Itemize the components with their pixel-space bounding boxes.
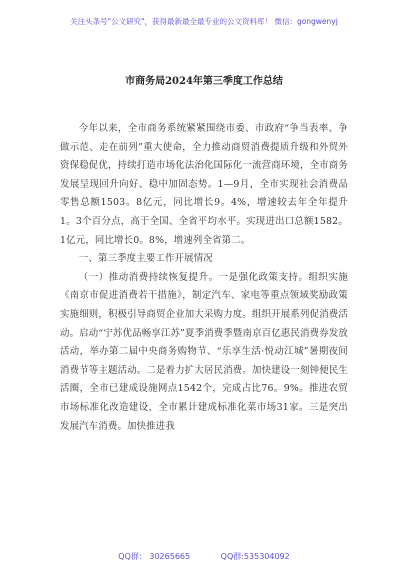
section-heading: 一、第三季度主要工作开展情况: [78, 253, 213, 265]
header-banner: 关注头条号"公文研究"，获得最新最全最专业的公文资料库！ 微信：gongwenyj: [70, 17, 338, 26]
document-title: 市商务局2024年第三季度工作总结: [125, 76, 283, 87]
intro-paragraph: 今年以来，全市商务系统紧紧围绕市委、市政府“争当表率、争做示范、走在前列”重大使命，全力推动商贸消费提质升级和外贸外资保稳促优，持续打造市场化法治化国际化一流营商环境，全市商务发展呈现回升向好、稳中加固态势。1—9月，全市实现社会消费品零售总额1503。8亿元，同比增长9。4%，增速较去年全年提升1。3个百分点，高于全国、全省平均水平。实现进出口总额1582。1亿元，同比增长0。8%，增速列全省第二。: [60, 123, 348, 246]
qq-group-1: QQ群： 30265665: [118, 552, 191, 561]
qq-group-2: QQ群:535304092: [220, 552, 290, 561]
document-body: [60, 120, 348, 436]
footer-contacts: [0, 551, 408, 562]
section-paragraph: （一）推动消费持续恢复提升。一是强化政策支持。组织实施《南京市促进消费若干措施》，制定汽车、家电等重点领域奖励政策实施细则，积极引导商贸企业加大采购力度。组织开展系列促消费活动。启动“宁苏优品畅享江苏”夏季消费季暨南京百亿惠民消费券发放活动，举办第二届中央商务购物节、“乐享生活·悦动江城”暑期夜间消费节等主题活动。二是着力扩大居民消费。加快建设一刻钟便民生活圈，全市已建成设施网点1542个，完成占比76。9%。推进农贸市场标准化改造建设，全市累计建成标准化菜市场31家。三是突出发展汽车消费。加快推进我: [60, 271, 348, 432]
